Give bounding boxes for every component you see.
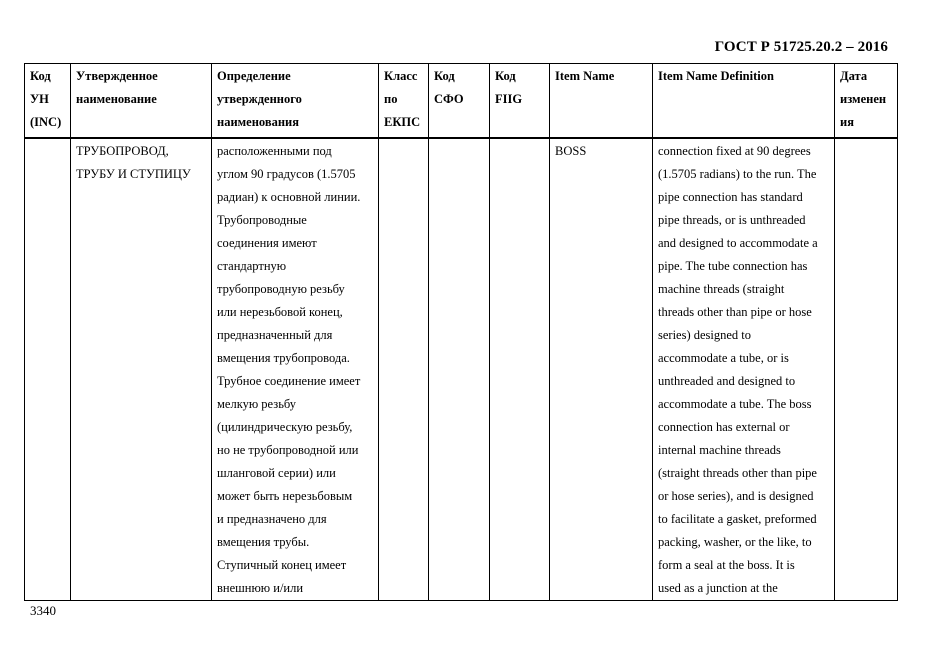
- cell-item-definition: [653, 138, 835, 601]
- cell-line: и предназначено для: [217, 512, 327, 526]
- cell-line: pipe threads, or is unthreaded: [658, 213, 806, 227]
- cell-line: accommodate a tube, or is: [658, 351, 789, 365]
- col-header-inc: [25, 64, 71, 139]
- col-header-date: [835, 64, 898, 139]
- cell-line: pipe connection has standard: [658, 190, 803, 204]
- col-header-class: [379, 64, 429, 139]
- cell-line: threads other than pipe or hose: [658, 305, 812, 319]
- cell-line: изменен: [840, 92, 887, 106]
- cell-line: unthreaded and designed to: [658, 374, 796, 388]
- cell-line: Ступичный конец имеет: [217, 558, 347, 572]
- cell-line: или нерезьбовой конец,: [217, 305, 343, 319]
- cell-line: packing, washer, or the like, to: [658, 535, 812, 549]
- cell-line: Дата: [840, 69, 868, 83]
- cell-line: or hose series), and is designed: [658, 489, 814, 503]
- cell-line: Код: [30, 69, 51, 83]
- cell-line: pipe. The tube connection has: [658, 259, 808, 273]
- cell-line: УН: [30, 92, 49, 106]
- col-header-definition: [212, 64, 379, 139]
- cell-line: предназначенный для: [217, 328, 333, 342]
- cell-line: Код: [495, 69, 516, 83]
- table-row: [25, 138, 898, 601]
- cell-line: по: [384, 92, 398, 106]
- col-header-item-name: [550, 64, 653, 139]
- cell-line: ЕКПС: [384, 115, 421, 129]
- cell-line: Трубное соединение имеет: [217, 374, 361, 388]
- cell-sfo: [429, 138, 490, 601]
- cell-definition-ru: [212, 138, 379, 601]
- cell-line: вмещения трубопровода.: [217, 351, 350, 365]
- cell-line: Утвержденное: [76, 69, 158, 83]
- cell-line: connection fixed at 90 degrees: [658, 144, 811, 158]
- page-number: 3340: [30, 603, 56, 618]
- cell-line: BOSS: [555, 144, 587, 158]
- cell-line: вмещения трубы.: [217, 535, 310, 549]
- cell-line: ТРУБОПРОВОД,: [76, 144, 169, 158]
- cell-line: соединения имеют: [217, 236, 317, 250]
- col-header-sfo: [429, 64, 490, 139]
- cell-item-name: [550, 138, 653, 601]
- cell-line: внешнюю и/или: [217, 581, 304, 595]
- cell-line: но не трубопроводной или: [217, 443, 359, 457]
- table-header-row: [25, 64, 898, 139]
- cell-line: (цилиндрическую резьбу,: [217, 420, 353, 434]
- cell-date: [835, 138, 898, 601]
- cell-line: internal machine threads: [658, 443, 781, 457]
- cell-approved-name: [71, 138, 212, 601]
- cell-line: может быть нерезьбовым: [217, 489, 353, 503]
- cell-class: [379, 138, 429, 601]
- cell-line: углом 90 градусов (1.5705: [217, 167, 356, 181]
- cell-line: accommodate a tube. The boss: [658, 397, 812, 411]
- cell-line: series) designed to: [658, 328, 752, 342]
- cell-inc: [25, 138, 71, 601]
- cell-line: Класс: [384, 69, 418, 83]
- cell-line: наименование: [76, 92, 157, 106]
- cell-line: to facilitate a gasket, preformed: [658, 512, 817, 526]
- cell-line: connection has external or: [658, 420, 790, 434]
- cell-fiig: [490, 138, 550, 601]
- cell-line: FIIG: [495, 92, 523, 106]
- col-header-approved-name: [71, 64, 212, 139]
- cell-line: наименования: [217, 115, 300, 129]
- col-header-item-definition: [653, 64, 835, 139]
- cell-line: form a seal at the boss. It is: [658, 558, 795, 572]
- cell-line: СФО: [434, 92, 464, 106]
- cell-line: (INC): [30, 115, 62, 129]
- cell-line: Трубопроводные: [217, 213, 307, 227]
- cell-line: трубопроводную резьбу: [217, 282, 345, 296]
- cell-line: радиан) к основной линии.: [217, 190, 361, 204]
- cell-line: расположенными под: [217, 144, 332, 158]
- cell-line: утвержденного: [217, 92, 302, 106]
- col-header-fiig: [490, 64, 550, 139]
- cell-line: (1.5705 radians) to the run. The: [658, 167, 817, 181]
- cell-line: стандартную: [217, 259, 287, 273]
- cell-line: мелкую резьбу: [217, 397, 297, 411]
- definitions-table: [24, 63, 898, 601]
- cell-line: (straight threads other than pipe: [658, 466, 817, 480]
- cell-line: Определение: [217, 69, 291, 83]
- cell-line: шланговой серии) или: [217, 466, 336, 480]
- cell-line: Item Name: [555, 69, 615, 83]
- cell-line: ия: [840, 115, 854, 129]
- cell-line: Item Name Definition: [658, 69, 774, 83]
- cell-line: and designed to accommodate a: [658, 236, 818, 250]
- cell-line: machine threads (straight: [658, 282, 785, 296]
- cell-line: Код: [434, 69, 455, 83]
- cell-line: used as a junction at the: [658, 581, 778, 595]
- document-title: ГОСТ Р 51725.20.2 – 2016: [714, 39, 888, 55]
- cell-line: ТРУБУ И СТУПИЦУ: [76, 167, 191, 181]
